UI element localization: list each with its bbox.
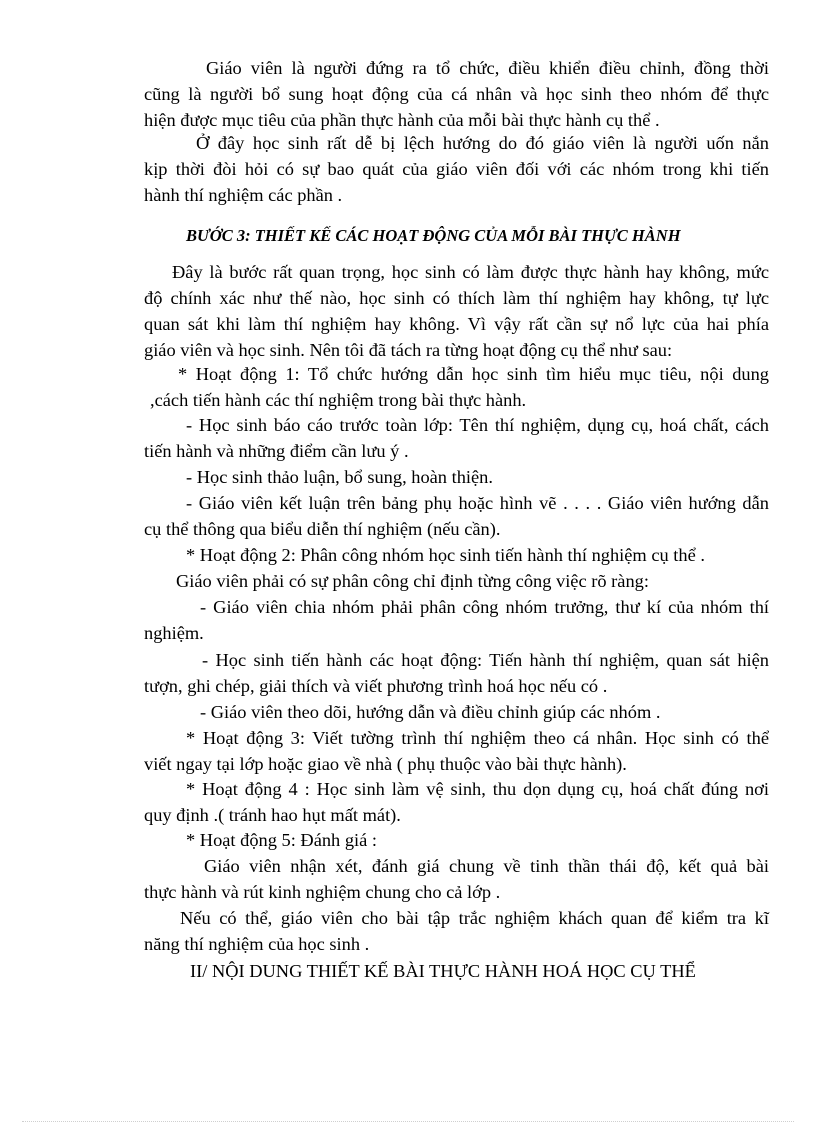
text-line: cũng là người bổ sung hoạt động của cá nhân và học sinh theo nhóm để thực (144, 84, 769, 104)
text-line: hiện được mục tiêu của phần thực hành của mỗi bài thực hành cụ thể . (144, 110, 660, 130)
text-line: Ở đây học sinh rất dễ bị lệch hướng do đó giáo viên là người uốn nắn (196, 133, 769, 153)
text-line: * Hoạt động 3: Viết tường trình thí nghiệm theo cá nhân. Học sinh có thể (186, 728, 769, 748)
activity-2-groups (144, 594, 769, 646)
text-line: - Giáo viên chia nhóm phải phân công nhóm trưởng, thư kí của nhóm thí (200, 597, 769, 617)
text-line: quan sát khi làm thí nghiệm hay không. Vì vậy rất cần sự nổ lực của hai phía (144, 314, 769, 334)
text-line: * Hoạt động 4 : Học sinh làm vệ sinh, thu dọn dụng cụ, hoá chất đúng nơi (186, 779, 769, 799)
text-line: năng thí nghiệm của học sinh . (144, 934, 370, 954)
text-line: quy định .( tránh hao hụt mất mát). (144, 805, 401, 825)
activity-3 (144, 725, 769, 777)
step3-heading: BƯỚC 3: THIẾT KẾ CÁC HOẠT ĐỘNG CỦA MỖI BÀI THỰC HÀNH (186, 226, 681, 245)
text-line: Giáo viên phải có sự phân công chỉ định từng công việc rõ ràng: (176, 571, 649, 591)
text-line: * Hoạt động 1: Tổ chức hướng dẫn học sinh tìm hiểu mục tiêu, nội dung (178, 364, 769, 384)
text-line: nghiệm. (144, 623, 204, 643)
text-line: giáo viên và học sinh. Nên tôi đã tách ra từng hoạt động cụ thể như sau: (144, 340, 673, 360)
text-line: độ chính xác như thế nào, học sinh có thích làm thí nghiệm hay không, tự lực (144, 288, 769, 308)
text-line: viết ngay tại lớp hoặc giao về nhà ( phụ thuộc vào bài thực hành). (144, 754, 627, 774)
activity-1-conclude (144, 490, 769, 542)
text-line: Đây là bước rất quan trọng, học sinh có làm được thực hành hay không, mức (172, 262, 769, 282)
text-line: - Học sinh thảo luận, bổ sung, hoàn thiện. (186, 467, 493, 487)
paragraph-guidance (144, 130, 769, 208)
paragraph-teacher-role (144, 55, 769, 133)
activity-2 (144, 542, 769, 568)
text-line: ,cách tiến hành các thí nghiệm trong bài thực hành. (150, 390, 527, 410)
text-line: - Giáo viên theo dõi, hướng dẫn và điều chỉnh giúp các nhóm . (200, 702, 661, 722)
text-line: tiến hành và những điểm cần lưu ý . (144, 441, 409, 461)
activity-2-monitor (144, 699, 769, 725)
activity-4 (144, 776, 769, 828)
activity-1-report (144, 412, 769, 464)
activity-2-intro (144, 568, 769, 594)
activity-2-students (144, 647, 769, 699)
text-line: Giáo viên nhận xét, đánh giá chung về tinh thần thái độ, kết quả bài (204, 856, 769, 876)
text-line: - Giáo viên kết luận trên bảng phụ hoặc hình vẽ . . . . Giáo viên hướng dẫn (186, 493, 769, 513)
activity-1-discuss (144, 464, 769, 490)
section-2-title: II/ NỘI DUNG THIẾT KẾ BÀI THỰC HÀNH HOÁ HỌC CỤ THỂ (190, 961, 696, 981)
text-line: - Học sinh tiến hành các hoạt động: Tiến hành thí nghiệm, quan sát hiện (202, 650, 769, 670)
text-line: Nếu có thể, giáo viên cho bài tập trắc nghiệm khách quan để kiểm tra kĩ (180, 908, 769, 928)
activity-5-assessment (144, 853, 769, 905)
paragraph-step3-intro (144, 259, 769, 363)
text-line: tượn, ghi chép, giải thích và viết phương trình hoá học nếu có . (144, 676, 608, 696)
page-bottom-divider (22, 1121, 794, 1122)
activity-1 (144, 361, 769, 413)
text-line: * Hoạt động 2: Phân công nhóm học sinh tiến hành thí nghiệm cụ thể . (186, 545, 705, 565)
text-line: Giáo viên là người đứng ra tổ chức, điều khiển điều chỉnh, đồng thời (206, 58, 769, 78)
text-line: thực hành và rút kinh nghiệm chung cho cả lớp . (144, 882, 501, 902)
text-line: kịp thời đòi hỏi có sự bao quát của giáo viên đối với các nhóm trong khi tiến (144, 159, 769, 179)
activity-5 (144, 827, 769, 853)
text-line: hành thí nghiệm các phần . (144, 185, 343, 205)
text-line: * Hoạt động 5: Đánh giá : (186, 830, 378, 850)
text-line: - Học sinh báo cáo trước toàn lớp: Tên thí nghiệm, dụng cụ, hoá chất, cách (186, 415, 769, 435)
text-line: cụ thể thông qua biểu diễn thí nghiệm (nếu cần). (144, 519, 501, 539)
paragraph-final (144, 905, 769, 957)
